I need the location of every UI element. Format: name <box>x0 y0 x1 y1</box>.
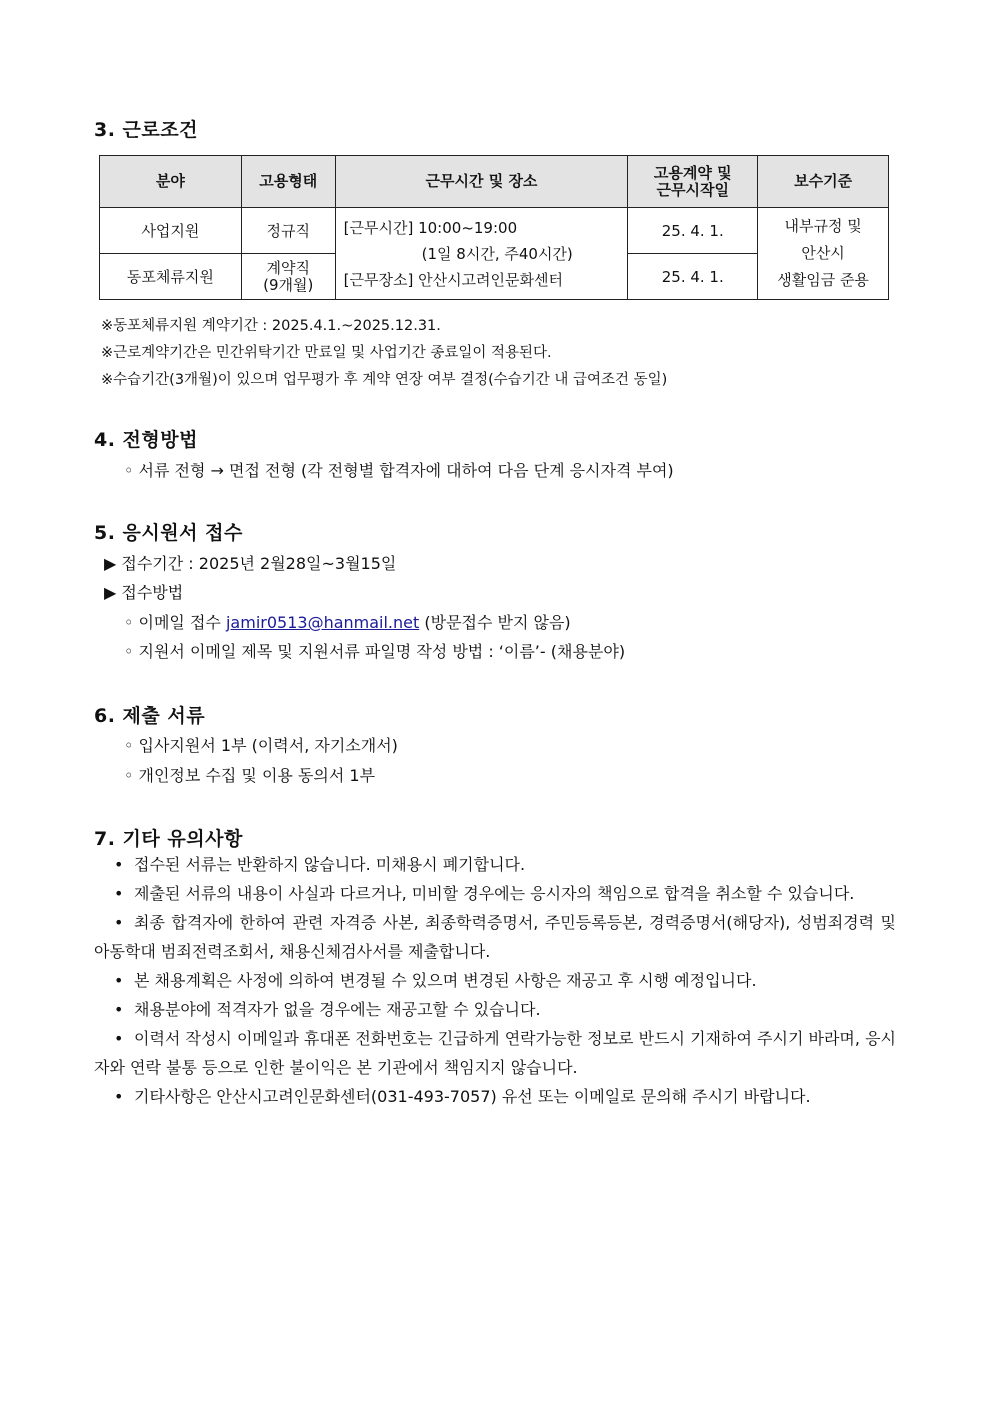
application-period: ▶ 접수기간 : 2025년 2월28일~3월15일 <box>104 554 397 573</box>
section5-title: 5. 응시원서 접수 <box>94 522 243 544</box>
cell-pay-standard <box>758 208 889 300</box>
cell-type <box>241 254 335 300</box>
notice-text: 최종 합격자에 한하여 관련 자격증 사본, 최종학력증명서, 주민등록등본, 경력증명서(해당자), 성범죄경력 및 아동학대 범죄전력조회서, 채용신체검사서를 제출합니다. <box>94 913 896 961</box>
header-contract-line2: 근무시작일 <box>656 180 729 199</box>
cell-field: 사업지원 <box>100 208 242 254</box>
work-location: [근무장소] 안산시고려인문화센터 <box>343 270 563 289</box>
notice-list <box>94 850 896 1111</box>
bullet: • <box>114 971 124 990</box>
table-row <box>100 208 889 254</box>
header-pay-standard: 보수기준 <box>758 156 889 208</box>
list-item <box>94 1024 896 1082</box>
bullet: • <box>114 855 124 874</box>
bullet: • <box>114 1000 124 1019</box>
list-item <box>94 995 896 1024</box>
application-method: ▶ 접수방법 <box>104 583 184 602</box>
note-contract-term: ※근로계약기간은 민간위탁기간 만료일 및 사업기간 종료일이 적용된다. <box>101 345 552 361</box>
note-probation: ※수습기간(3개월)이 있으며 업무평가 후 계약 연장 여부 결정(수습기간 내 급여조건 동일) <box>101 372 668 388</box>
header-contract-line1: 고용계약 및 <box>653 164 732 182</box>
selection-process: ◦ 서류 전형 → 면접 전형 (각 전형별 합격자에 대하여 다음 단계 응시자격 부여) <box>124 461 674 480</box>
notice-text: 제출된 서류의 내용이 사실과 다르거나, 미비할 경우에는 응시자의 책임으로 합격을 취소할 수 있습니다. <box>134 884 855 903</box>
header-employment-type: 고용형태 <box>241 156 335 208</box>
section4-title: 4. 전형방법 <box>94 429 198 451</box>
notice-text: 기타사항은 안산시고려인문화센터(031-493-7057) 유선 또는 이메일로 문의해 주시기 바랍니다. <box>134 1087 811 1106</box>
table-header-row <box>100 156 889 208</box>
section3-title: 3. 근로조건 <box>94 119 198 141</box>
email-suffix: (방문접수 받지 않음) <box>419 613 571 632</box>
header-field: 분야 <box>100 156 242 208</box>
cell-type: 정규직 <box>241 208 335 254</box>
list-item <box>94 850 896 879</box>
cell-field: 동포체류지원 <box>100 254 242 300</box>
type-line2: (9개월) <box>263 275 314 294</box>
notice-text: 본 채용계획은 사정에 의하여 변경될 수 있으며 변경된 사항은 재공고 후 시행 예정입니다. <box>134 971 757 990</box>
work-hours-detail: (1일 8시간, 주40시간) <box>421 244 573 263</box>
notice-text: 이력서 작성시 이메일과 휴대폰 전화번호는 긴급하게 연락가능한 정보로 반드시 기재하여 주시기 바라며, 응시자와 연락 불통 등으로 인한 불이익은 본 기관에서 책임지지 않습니다. <box>94 1029 896 1077</box>
pay-line2: 안산시 <box>801 244 845 262</box>
bullet: • <box>114 913 124 932</box>
list-item <box>94 1082 896 1111</box>
cell-start-date: 25. 4. 1. <box>628 254 758 300</box>
header-contract-start <box>628 156 758 208</box>
pay-line1: 내부규정 및 <box>784 217 862 235</box>
email-subject-rule: ◦ 지원서 이메일 제목 및 지원서류 파일명 작성 방법 : ‘이름’- (채용분야) <box>124 642 626 661</box>
cell-start-date: 25. 4. 1. <box>628 208 758 254</box>
bullet: • <box>114 884 124 903</box>
document-item: ◦ 개인정보 수집 및 이용 동의서 1부 <box>124 766 376 785</box>
notice-text: 채용분야에 적격자가 없을 경우에는 재공고할 수 있습니다. <box>134 1000 541 1019</box>
type-line1: 계약직 <box>266 259 310 277</box>
document-item: ◦ 입사지원서 1부 (이력서, 자기소개서) <box>124 736 398 755</box>
work-hours: [근무시간] 10:00~19:00 <box>343 218 518 237</box>
pay-line3: 생활임금 준용 <box>777 271 869 289</box>
email-link[interactable]: jamir0513@hanmail.net <box>225 613 420 632</box>
cell-hours-location <box>335 208 628 300</box>
bullet: • <box>114 1029 124 1048</box>
notice-text: 접수된 서류는 반환하지 않습니다. 미채용시 폐기합니다. <box>134 855 526 874</box>
section7-title: 7. 기타 유의사항 <box>94 828 243 850</box>
header-hours-location: 근무시간 및 장소 <box>335 156 628 208</box>
working-conditions-table <box>99 155 889 300</box>
email-submission <box>124 610 571 633</box>
email-prefix: ◦ 이메일 접수 <box>124 613 226 632</box>
note-contract-period: ※동포체류지원 계약기간 : 2025.4.1.~2025.12.31. <box>101 318 441 334</box>
section6-title: 6. 제출 서류 <box>94 705 206 727</box>
list-item <box>94 879 896 908</box>
list-item <box>94 908 896 966</box>
list-item <box>94 966 896 995</box>
bullet: • <box>114 1087 124 1106</box>
